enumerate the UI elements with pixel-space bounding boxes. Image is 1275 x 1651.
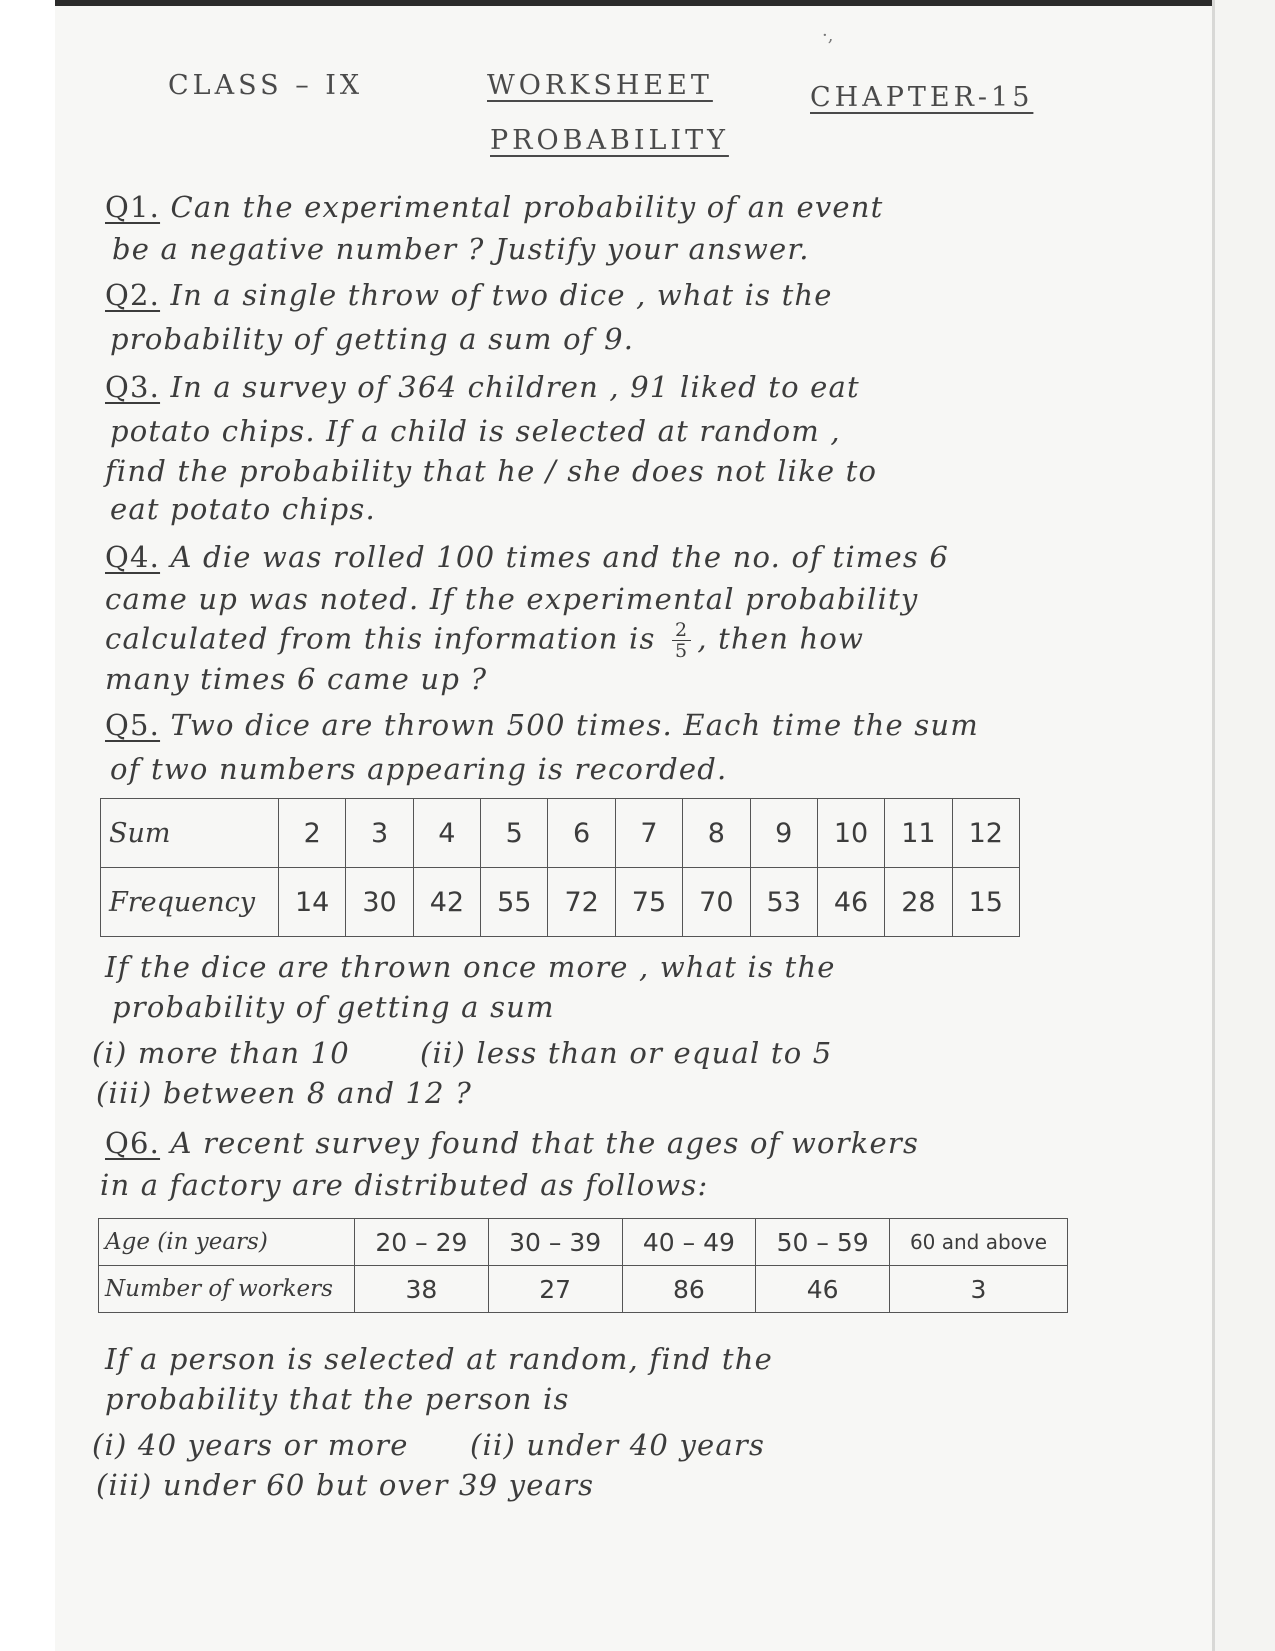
frequency-cell: 46 (817, 868, 884, 937)
workers-cell: 27 (488, 1266, 622, 1313)
q3-line-3: find the probability that he / she does not like to (105, 454, 878, 488)
chapter-label: CHAPTER-15 (810, 82, 1034, 113)
q4-line-2: came up was noted. If the experimental probability (105, 582, 919, 616)
workers-cell: 86 (622, 1266, 756, 1313)
sum-cell: 4 (413, 799, 480, 868)
age-cell: 60 and above (890, 1219, 1068, 1266)
q3-text-1: In a survey of 364 children , 91 liked to eat (160, 370, 860, 404)
sum-cell: 10 (817, 799, 884, 868)
q5-part-ii: (ii) less than or equal to 5 (420, 1036, 833, 1070)
sum-cell: 9 (750, 799, 817, 868)
row-label-workers: Number of workers (99, 1266, 355, 1313)
age-cell: 30 – 39 (488, 1219, 622, 1266)
q3-line-2: potato chips. If a child is selected at random , (110, 414, 841, 448)
q4-line-3 (105, 620, 864, 661)
q6-text-1: A recent survey found that the ages of workers (160, 1126, 920, 1160)
workers-cell: 46 (756, 1266, 890, 1313)
q2-line-2: probability of getting a sum of 9. (110, 322, 635, 356)
frequency-cell: 70 (683, 868, 750, 937)
class-label: CLASS – IX (168, 70, 364, 101)
q5-number: Q5. (105, 708, 161, 742)
q5-part-i: (i) more than 10 (92, 1036, 350, 1070)
q5-text-1: Two dice are thrown 500 times. Each time the sum (160, 708, 979, 742)
q6-part-iii: (iii) under 60 but over 39 years (96, 1468, 595, 1502)
q4-text-3b: , then how (697, 621, 865, 656)
age-cell: 40 – 49 (622, 1219, 756, 1266)
q6-line-2: in a factory are distributed as follows: (100, 1168, 709, 1202)
sum-cell: 2 (279, 799, 346, 868)
row-label-sum: Sum (101, 799, 279, 868)
frequency-cell: 30 (346, 868, 413, 937)
sum-cell: 11 (885, 799, 952, 868)
q2-text-1: In a single throw of two dice , what is the (160, 278, 833, 312)
worker-age-table (98, 1218, 1068, 1313)
sum-cell: 5 (481, 799, 548, 868)
table-row-age (99, 1219, 1068, 1266)
table-row-frequency (101, 868, 1020, 937)
q4-text-3a: calculated from this information is (105, 621, 667, 656)
q6-line-4: probability that the person is (105, 1382, 570, 1416)
scan-edge-top (55, 0, 1215, 6)
frequency-cell: 14 (279, 868, 346, 937)
table-row-sum (101, 799, 1020, 868)
q5-line-2: of two numbers appearing is recorded. (110, 752, 728, 786)
frequency-cell: 75 (615, 868, 682, 937)
frequency-cell: 42 (413, 868, 480, 937)
q5-line-4: probability of getting a sum (112, 990, 555, 1024)
frequency-cell: 55 (481, 868, 548, 937)
sum-cell: 3 (346, 799, 413, 868)
scan-margin-left (0, 0, 55, 1651)
sum-cell: 12 (952, 799, 1019, 868)
subject-title: PROBABILITY (490, 125, 729, 156)
row-label-frequency: Frequency (101, 868, 279, 937)
q4-line-1 (105, 540, 949, 574)
q6-part-i: (i) 40 years or more (92, 1428, 409, 1462)
q1-text-1: Can the experimental probability of an event (160, 190, 884, 224)
q2-number: Q2. (105, 278, 161, 312)
q4-line-4: many times 6 came up ? (105, 662, 488, 696)
q5-line-3: If the dice are thrown once more , what is the (105, 950, 836, 984)
sum-cell: 8 (683, 799, 750, 868)
dice-sum-frequency-table (100, 798, 1020, 937)
sum-cell: 6 (548, 799, 615, 868)
frequency-cell: 72 (548, 868, 615, 937)
speck: ·, (822, 25, 834, 46)
probability-fraction (672, 620, 691, 661)
fraction-numerator: 2 (672, 620, 691, 641)
q2-line-1 (105, 278, 833, 312)
q3-number: Q3. (105, 370, 161, 404)
scan-edge-right (1212, 0, 1215, 1651)
table-row-workers (99, 1266, 1068, 1313)
workers-cell: 38 (355, 1266, 489, 1313)
q6-line-1 (105, 1126, 919, 1160)
fraction-denominator: 5 (675, 640, 689, 662)
q3-line-4: eat potato chips. (110, 492, 376, 526)
q1-line-2: be a negative number ? Justify your answer. (112, 232, 810, 266)
q4-text-1: A die was rolled 100 times and the no. of times 6 (160, 540, 950, 574)
q5-part-iii: (iii) between 8 and 12 ? (96, 1076, 472, 1110)
q3-line-1 (105, 370, 860, 404)
workers-cell: 3 (890, 1266, 1068, 1313)
age-cell: 50 – 59 (756, 1219, 890, 1266)
sum-cell: 7 (615, 799, 682, 868)
frequency-cell: 28 (885, 868, 952, 937)
worksheet-label: WORKSHEET (487, 70, 713, 101)
q1-number: Q1. (105, 190, 161, 224)
age-cell: 20 – 29 (355, 1219, 489, 1266)
q6-line-3: If a person is selected at random, find the (105, 1342, 773, 1376)
q1-line-1 (105, 190, 884, 224)
row-label-age: Age (in years) (99, 1219, 355, 1266)
q4-number: Q4. (105, 540, 161, 574)
frequency-cell: 53 (750, 868, 817, 937)
q6-number: Q6. (105, 1126, 161, 1160)
q5-line-1 (105, 708, 979, 742)
frequency-cell: 15 (952, 868, 1019, 937)
q6-part-ii: (ii) under 40 years (470, 1428, 766, 1462)
